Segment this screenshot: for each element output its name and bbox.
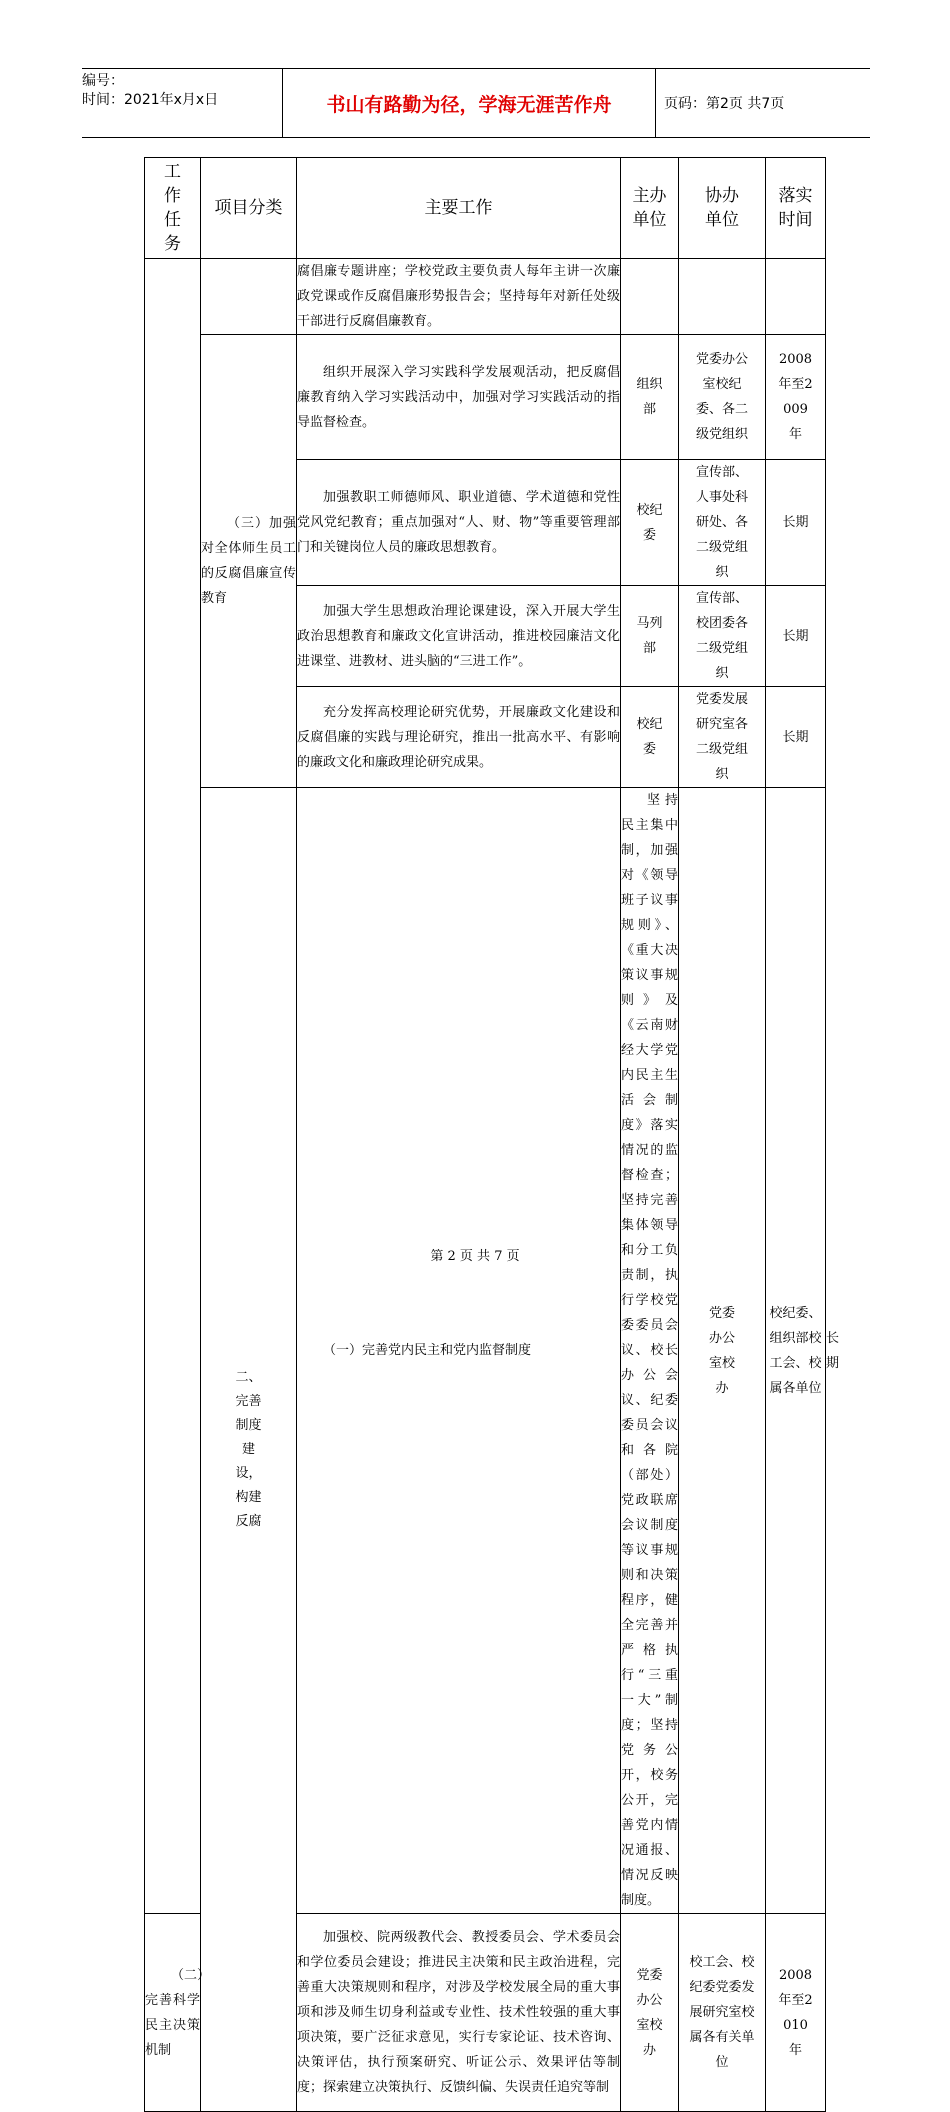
main-work-cell: 腐倡廉专题讲座；学校党政主要负责人每年主讲一次廉政党课或作反腐倡廉形势报告会；坚持每年对新任处级干部进行反腐倡廉教育。: [297, 259, 621, 335]
task-cell-empty: [145, 259, 201, 1914]
time-cell: 2008年至2010年: [766, 1914, 826, 2112]
page-header: [82, 68, 870, 138]
main-work-cell: 坚持民主集中制，加强对《领导班子议事规则》、《重大决策议事规则》及《云南财经大学党内民主生活会制度》落实情况的监督检查；坚持完善集体领导和分工负责制，执行学校党委委员会议、校长办公会议、纪委委员会议和各院（部处）党政联席会议制度等议事规则和决策程序，健全完善并严格执行“三重一大”制度；坚持党务公开，校务公开，完善党内情况通报、情况反映制度。: [621, 788, 679, 1914]
co-unit-cell: 宣传部、人事处科研处、各二级党组织: [679, 460, 766, 586]
header-date-label: 时间：2021年x月x日: [82, 92, 219, 108]
host-unit-cell: 马列部: [621, 586, 679, 687]
time-cell-empty: [766, 259, 826, 335]
page-footer: 第 2 页 共 7 页: [430, 1249, 520, 1264]
column-header-time: 落实时间: [766, 158, 826, 259]
host-unit-cell: 党委办公室校办: [621, 1914, 679, 2112]
main-work-cell: 加强教职工师德师风、职业道德、学术道德和党性党风党纪教育；重点加强对“人、财、物”等重要管理部门和关键岗位人员的廉政思想教育。: [297, 460, 621, 586]
header-divider: [655, 69, 656, 137]
time-cell: 长期: [766, 586, 826, 687]
time-cell: 长期: [766, 687, 826, 788]
main-work-cell: 加强大学生思想政治理论课建设，深入开展大学生政治思想教育和廉政文化宣讲活动，推进校园廉洁文化进课堂、进教材、进头脑的“三进工作”。: [297, 586, 621, 687]
co-unit-cell: 党委办公室校纪委、各二级党组织: [679, 335, 766, 460]
category-cell: （一）完善党内民主和党内监督制度: [297, 788, 621, 1914]
main-work-cell: 组织开展深入学习实践科学发展观活动，把反腐倡廉教育纳入学习实践活动中，加强对学习实践活动的指导监督检查。: [297, 335, 621, 460]
table-header-row: [145, 158, 826, 259]
table-row: 二、完善制度建设，构建反腐 （一）完善党内民主和党内监督制度 坚持民主集中制，加强对《领导班子议事规则》、《重大决策议事规则》及《云南财经大学党内民主生活会制度》落实情况的监督检查；坚持完善集体领导和分工负责制，执行学校党委委员会议、校长办公会议、纪委委员会议和各院（部处）党政联席会议制度等议事规则和决策程序，健全完善并严格执行“三重一大”制度；坚持党务公开，校务公开，完善党内情况通报、情况反映制度。 党委办公室校办 校纪委、组织部校工会、校属各单位 长期: [145, 788, 826, 1914]
category-cell-empty: [201, 259, 297, 335]
table-row: [145, 335, 826, 460]
header-page-info: 页码：第2页 共7页: [664, 96, 785, 112]
time-cell: 2008年至2009年: [766, 335, 826, 460]
co-unit-cell: 校工会、校纪委党委发展研究室校属各有关单位: [679, 1914, 766, 2112]
column-header-host-unit: 主办单位: [621, 158, 679, 259]
column-header-co-unit: 协办单位: [679, 158, 766, 259]
header-number-label: 编号：: [82, 73, 124, 89]
host-unit-cell: 校纪委: [621, 687, 679, 788]
co-unit-cell: 宣传部、校团委各二级党组织: [679, 586, 766, 687]
main-work-cell: 充分发挥高校理论研究优势，开展廉政文化建设和反腐倡廉的实践与理论研究，推出一批高水平、有影响的廉政文化和廉政理论研究成果。: [297, 687, 621, 788]
host-unit-cell: 校纪委: [621, 460, 679, 586]
category-cell: （三）加强对全体师生员工的反腐倡廉宣传教育: [201, 335, 297, 788]
category-cell: （二）完善科学民主决策机制: [145, 1914, 201, 2112]
co-unit-cell: 党委发展研究室各二级党组织: [679, 687, 766, 788]
task-cell: 二、完善制度建设，构建反腐: [201, 788, 297, 2112]
host-unit-cell: 党委办公室校办: [679, 788, 766, 1914]
co-unit-cell: 校纪委、组织部校工会、校属各单位: [766, 788, 826, 1914]
main-work-cell: 加强校、院两级教代会、教授委员会、学术委员会和学位委员会建设；推进民主决策和民主政治进程，完善重大决策规则和程序，对涉及学校发展全局的重大事项和涉及师生切身利益或专业性、技术性较强的重大事项决策，要广泛征求意见，实行专家论证、技术咨询、决策评估，执行预案研究、听证公示、效果评估等制度；探索建立决策执行、反馈纠偏、失误责任追究等制: [297, 1914, 621, 2112]
co-unit-cell-empty: [679, 259, 766, 335]
work-plan-table: [144, 157, 840, 2112]
time-cell: 长期: [766, 460, 826, 586]
host-unit-cell-empty: [621, 259, 679, 335]
header-motto: 书山有路勤为径，学海无涯苦作舟: [326, 93, 612, 116]
table-row: [145, 259, 826, 335]
header-meta: [82, 69, 282, 137]
host-unit-cell: 组织部: [621, 335, 679, 460]
column-header-main-work: 主要工作: [297, 158, 621, 259]
column-header-task: 工作任务: [145, 158, 201, 259]
column-header-category: 项目分类: [201, 158, 297, 259]
